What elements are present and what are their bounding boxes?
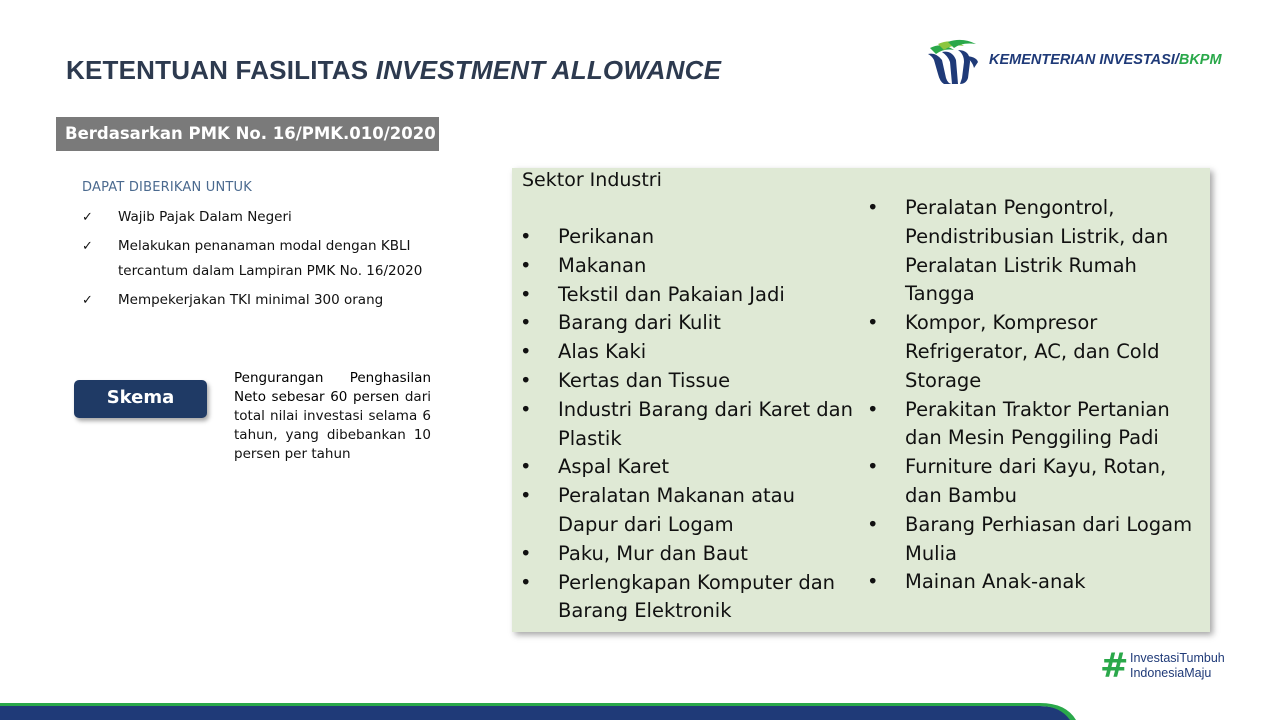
bullet-icon: • [520,340,532,364]
bullet-icon: • [520,484,532,508]
bullet-icon: • [867,196,879,219]
list-item [512,482,857,540]
bullet-icon: • [520,541,532,565]
bullet-icon: • [520,368,532,392]
sector-item-text: Makanan [558,253,647,277]
sector-item-text: Furniture dari Kayu, Rotan, dan Bambu [905,455,1167,507]
list-item [859,568,1204,597]
ministry-name-accent: BKPM [1178,52,1222,68]
bullet-icon: • [867,455,879,479]
list-item [80,234,460,284]
list-item [512,223,857,252]
sector-item-text: Kompor, Kompresor Refrigerator, AC, dan Cold Storage [905,311,1160,392]
page-title [66,55,721,86]
sector-item-text: Alas Kaki [558,340,647,364]
skema-description-rest: dari total nilai investasi selama 6 tahun, yang dibebankan 10 persen per tahun [234,389,432,462]
hashtag-line-2: IndonesiaMaju [1130,666,1212,680]
sector-item-text: Perlengkapan Komputer dan Barang Elektronik [558,570,836,623]
bullet-icon: • [520,311,532,335]
list-item [512,540,857,569]
skema-description [234,369,431,464]
list-item [512,281,857,310]
eligibility-heading: DAPAT DIBERIKAN UNTUK [82,180,252,195]
sector-item-text: Aspal Karet [558,455,670,479]
sector-item-text: Industri Barang dari Karet dan Plastik [558,397,853,450]
eligibility-list [80,205,460,317]
bullet-icon: • [520,397,532,421]
bullet-icon: • [520,455,532,479]
sector-item-text: Peralatan Pengontrol, Pendistribusian Listrik, dan Peralatan Listrik Rumah Tangga [905,196,1169,306]
sector-list-right [859,194,1204,597]
list-item [512,569,857,627]
list-item [512,338,857,367]
skema-button[interactable]: Skema [74,380,207,418]
regulation-basis-bar: Berdasarkan PMK No. 16/PMK.010/2020 [56,117,439,151]
skema-description-highlight: Pengurangan Penghasilan Neto sebesar 60 persen [234,370,431,405]
sector-list-left [512,223,857,626]
industry-sector-panel [512,168,1210,632]
check-icon: ✓ [82,293,93,308]
sector-item-text: Perikanan [558,225,655,248]
sector-item-text: Barang Perhiasan dari Logam Mulia [905,512,1193,565]
list-item [512,309,857,338]
sector-item-text: Paku, Mur dan Baut [558,541,748,565]
campaign-hashtag [1100,648,1260,684]
bullet-icon: • [867,397,879,421]
eligibility-item-text: Melakukan penanaman modal dengan KBLI tercantum dalam Lampiran PMK No. 16/2020 [118,238,423,279]
page-title-italic: INVESTMENT ALLOWANCE [375,55,722,85]
hashtag-line-1: InvestasiTumbuh [1130,651,1225,665]
bullet-icon: • [520,570,532,594]
list-item [512,396,857,454]
ministry-name-main: KEMENTERIAN INVESTASI/ [989,52,1179,68]
sector-item-text: Kertas dan Tissue [558,368,731,392]
check-icon: ✓ [82,239,93,254]
ministry-name [989,52,1222,68]
footer-band [0,700,1280,720]
sector-item-text: Peralatan Makanan atau Dapur dari Logam [558,484,795,536]
bkpm-logo-icon [924,38,986,86]
bullet-icon: • [520,253,532,277]
page-title-main: KETENTUAN FASILITAS [66,55,376,85]
ministry-logo [924,38,1244,88]
hashtag-text [1130,651,1225,681]
list-item [859,309,1204,395]
bullet-icon: • [867,311,879,335]
sector-item-text: Barang dari Kulit [558,311,721,335]
list-item [512,252,857,281]
list-item [859,511,1204,569]
eligibility-item-text: Wajib Pajak Dalam Negeri [118,209,292,225]
list-item [80,288,460,313]
hashtag-icon: # [1100,646,1129,686]
list-item [80,205,460,230]
list-item [859,396,1204,454]
list-item [512,367,857,396]
bullet-icon: • [520,225,532,248]
bullet-icon: • [520,282,532,306]
sector-item-text: Perakitan Traktor Pertanian dan Mesin Penggiling Padi [905,397,1170,450]
list-item [859,194,1204,309]
eligibility-item-text: Mempekerjakan TKI minimal 300 orang [118,292,384,308]
bullet-icon: • [867,570,879,594]
sector-item-text: Mainan Anak-anak [905,570,1086,594]
list-item [512,453,857,482]
list-item [859,453,1204,511]
sector-heading: Sektor Industri [522,169,662,191]
check-icon: ✓ [82,210,93,225]
sector-item-text: Tekstil dan Pakaian Jadi [558,282,785,306]
bullet-icon: • [867,512,879,536]
